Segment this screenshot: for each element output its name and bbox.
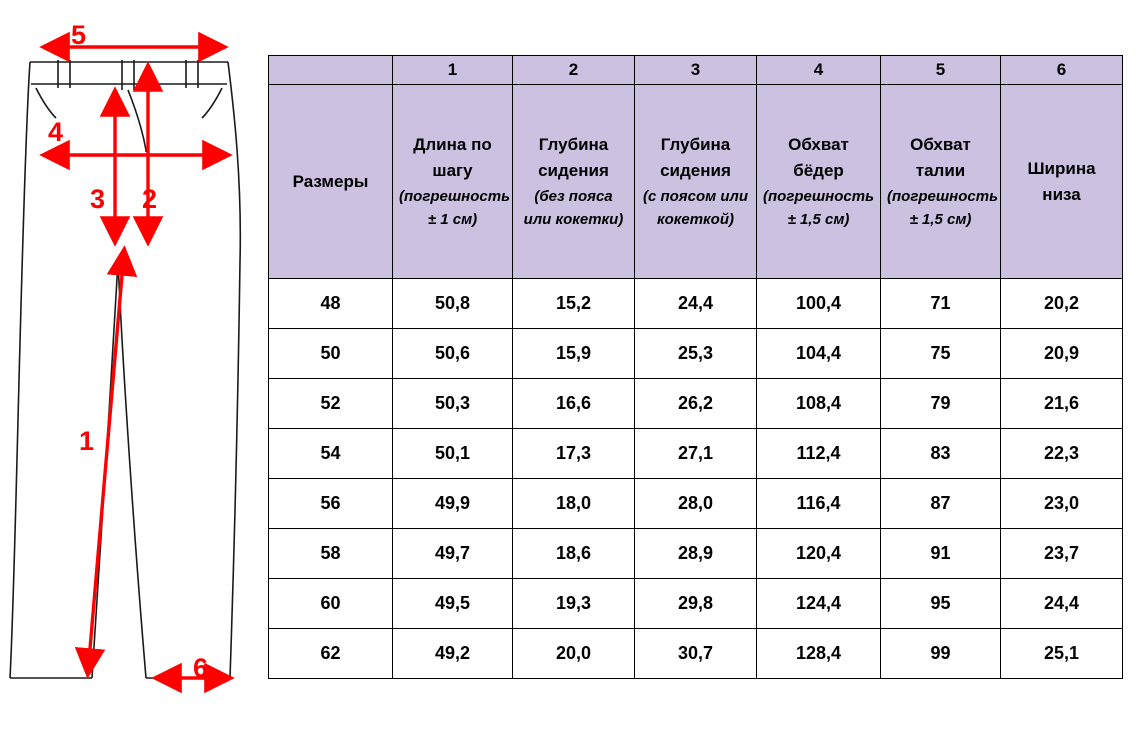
cell-rise-with-waistband: 27,1 <box>635 429 757 479</box>
cell-hips: 108,4 <box>757 379 881 429</box>
header-main-3: Глубина сидения <box>660 135 731 180</box>
cell-inseam: 49,7 <box>393 529 513 579</box>
cell-inseam: 49,2 <box>393 629 513 679</box>
measure-label-4: 4 <box>48 117 64 147</box>
cell-rise-no-waistband: 18,0 <box>513 479 635 529</box>
measure-label-1: 1 <box>79 426 95 456</box>
cell-waist: 91 <box>881 529 1001 579</box>
header-row <box>269 85 1123 279</box>
cell-hips: 100,4 <box>757 279 881 329</box>
size-table <box>268 55 1123 679</box>
cell-hem-width: 20,2 <box>1001 279 1123 329</box>
measure-label-3: 3 <box>90 184 106 214</box>
cell-waist: 71 <box>881 279 1001 329</box>
cell-rise-with-waistband: 30,7 <box>635 629 757 679</box>
header-sub-3: (с поясом или кокеткой) <box>642 188 749 228</box>
table-row <box>269 629 1123 679</box>
cell-rise-with-waistband: 28,0 <box>635 479 757 529</box>
cell-waist: 95 <box>881 579 1001 629</box>
cell-size: 50 <box>269 329 393 379</box>
cell-inseam: 50,3 <box>393 379 513 429</box>
table-row <box>269 329 1123 379</box>
cell-rise-with-waistband: 25,3 <box>635 329 757 379</box>
header-cell-hips <box>757 85 881 279</box>
cell-rise-with-waistband: 26,2 <box>635 379 757 429</box>
cell-hips: 112,4 <box>757 429 881 479</box>
cell-hips: 104,4 <box>757 329 881 379</box>
cell-waist: 75 <box>881 329 1001 379</box>
measure-label-6: 6 <box>193 653 209 683</box>
header-cell-rise-no-waistband <box>513 85 635 279</box>
header-main-6: Ширина низа <box>1027 159 1096 204</box>
cell-rise-no-waistband: 16,6 <box>513 379 635 429</box>
column-number-5: 5 <box>881 56 1001 85</box>
column-number-2: 2 <box>513 56 635 85</box>
header-main-5: Обхват талии <box>910 135 971 180</box>
cell-hem-width: 23,0 <box>1001 479 1123 529</box>
measure-label-2: 2 <box>142 184 158 214</box>
cell-hem-width: 25,1 <box>1001 629 1123 679</box>
cell-hips: 128,4 <box>757 629 881 679</box>
cell-hem-width: 22,3 <box>1001 429 1123 479</box>
header-main-0: Размеры <box>292 171 369 191</box>
cell-hem-width: 23,7 <box>1001 529 1123 579</box>
cell-rise-with-waistband: 29,8 <box>635 579 757 629</box>
cell-rise-with-waistband: 24,4 <box>635 279 757 329</box>
table-row <box>269 579 1123 629</box>
table-row <box>269 429 1123 479</box>
cell-rise-no-waistband: 20,0 <box>513 629 635 679</box>
column-number-1: 1 <box>393 56 513 85</box>
cell-waist: 83 <box>881 429 1001 479</box>
cell-size: 62 <box>269 629 393 679</box>
header-main-1: Длина по шагу <box>413 135 492 180</box>
cell-inseam: 49,9 <box>393 479 513 529</box>
header-cell-hem-width <box>1001 85 1123 279</box>
column-number-row <box>269 56 1123 85</box>
trousers-outline <box>10 60 240 678</box>
cell-size: 52 <box>269 379 393 429</box>
table-row <box>269 529 1123 579</box>
column-number-0 <box>269 56 393 85</box>
header-sub-2: (без пояса или кокетки) <box>523 188 624 228</box>
trousers-diagram <box>0 0 268 734</box>
cell-waist: 99 <box>881 629 1001 679</box>
header-cell-waist <box>881 85 1001 279</box>
table-row <box>269 479 1123 529</box>
arrow-1 <box>88 252 124 672</box>
header-sub-5: (погрешность ± 1,5 см) <box>887 188 998 228</box>
header-main-2: Глубина сидения <box>538 135 609 180</box>
cell-size: 56 <box>269 479 393 529</box>
header-cell-sizes <box>269 85 393 279</box>
size-table-wrapper <box>268 55 1122 679</box>
column-number-3: 3 <box>635 56 757 85</box>
cell-inseam: 49,5 <box>393 579 513 629</box>
cell-rise-no-waistband: 18,6 <box>513 529 635 579</box>
cell-rise-no-waistband: 15,9 <box>513 329 635 379</box>
measure-label-5: 5 <box>71 20 87 50</box>
trousers-svg <box>0 0 268 734</box>
header-cell-inseam <box>393 85 513 279</box>
cell-waist: 87 <box>881 479 1001 529</box>
header-cell-rise-with-waistband <box>635 85 757 279</box>
cell-inseam: 50,8 <box>393 279 513 329</box>
cell-size: 48 <box>269 279 393 329</box>
cell-size: 54 <box>269 429 393 479</box>
cell-hips: 124,4 <box>757 579 881 629</box>
column-number-6: 6 <box>1001 56 1123 85</box>
cell-hem-width: 21,6 <box>1001 379 1123 429</box>
measurement-arrows <box>46 47 228 678</box>
header-sub-4: (погрешность ± 1,5 см) <box>763 188 874 228</box>
header-main-4: Обхват бёдер <box>788 135 849 180</box>
cell-rise-with-waistband: 28,9 <box>635 529 757 579</box>
cell-hips: 116,4 <box>757 479 881 529</box>
cell-hem-width: 20,9 <box>1001 329 1123 379</box>
table-row <box>269 379 1123 429</box>
cell-inseam: 50,6 <box>393 329 513 379</box>
header-sub-1: (погрешность ± 1 см) <box>399 188 510 228</box>
table-row <box>269 279 1123 329</box>
cell-rise-no-waistband: 17,3 <box>513 429 635 479</box>
cell-hips: 120,4 <box>757 529 881 579</box>
cell-size: 60 <box>269 579 393 629</box>
column-number-4: 4 <box>757 56 881 85</box>
cell-rise-no-waistband: 19,3 <box>513 579 635 629</box>
cell-waist: 79 <box>881 379 1001 429</box>
cell-hem-width: 24,4 <box>1001 579 1123 629</box>
cell-size: 58 <box>269 529 393 579</box>
cell-inseam: 50,1 <box>393 429 513 479</box>
cell-rise-no-waistband: 15,2 <box>513 279 635 329</box>
